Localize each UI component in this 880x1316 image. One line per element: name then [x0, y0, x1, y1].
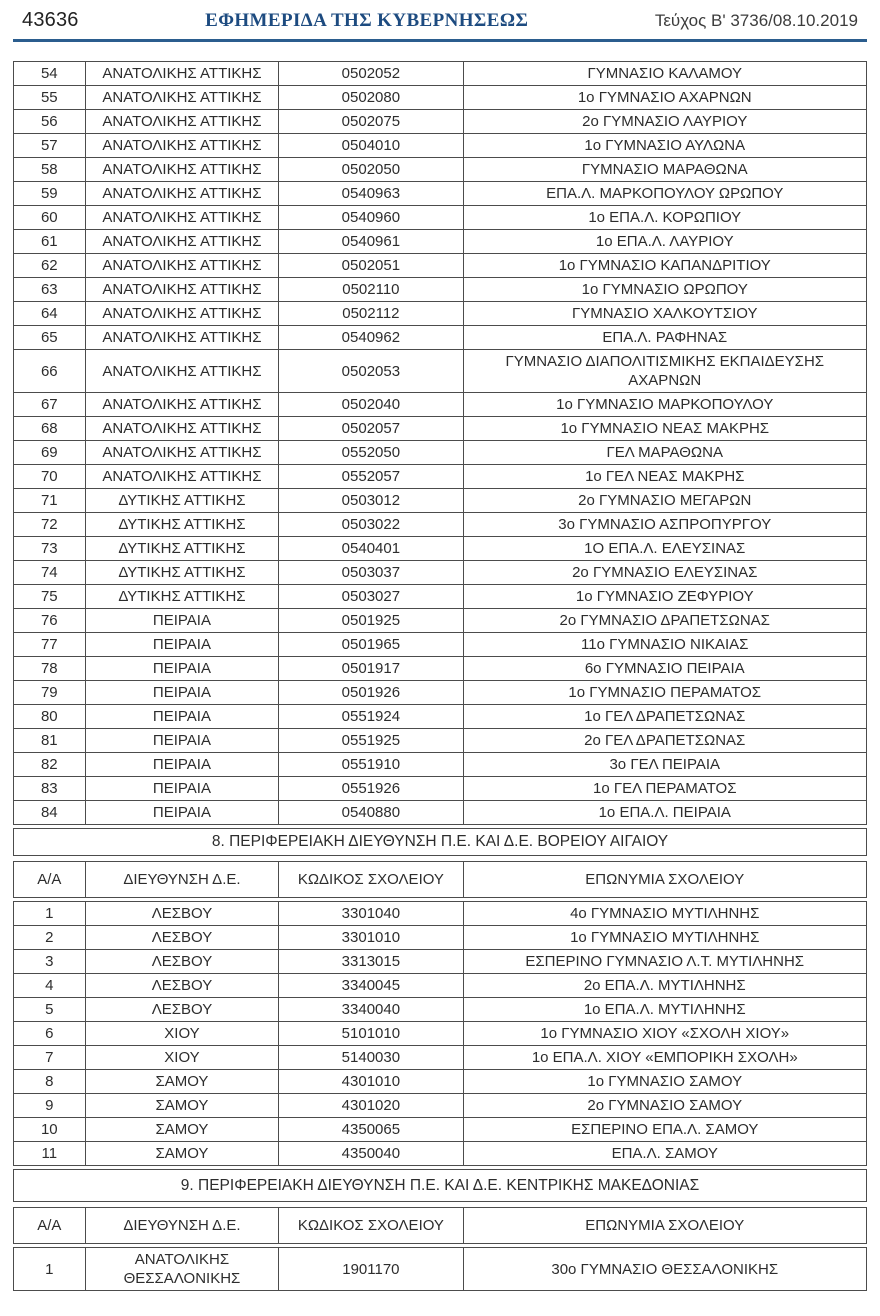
table-cell: 1ο ΕΠΑ.Λ. ΠΕΙΡΑΙΑ [463, 801, 867, 825]
table-cell: 2ο ΓΥΜΝΑΣΙΟ ΣΑΜΟΥ [463, 1094, 867, 1118]
table-cell: ΑΝΑΤΟΛΙΚΗΣ ΑΤΤΙΚΗΣ [85, 134, 279, 158]
page-number: 43636 [22, 9, 79, 31]
table-row [14, 1070, 867, 1094]
table-cell: ΧΙΟΥ [85, 1046, 279, 1070]
table-row [14, 182, 867, 206]
table-cell: 1901170 [279, 1248, 463, 1291]
table-cell: 0501925 [279, 609, 463, 633]
table-cell: ΠΕΙΡΑΙΑ [85, 609, 279, 633]
table-cell: 0501965 [279, 633, 463, 657]
column-header: ΕΠΩΝΥΜΙΑ ΣΧΟΛΕΙΟΥ [463, 862, 867, 898]
table-row [14, 801, 867, 825]
column-header: ΔΙΕΥΘΥΝΣΗ Δ.Ε. [85, 1208, 279, 1244]
table-cell: ΓΥΜΝΑΣΙΟ ΔΙΑΠΟΛΙΤΙΣΜΙΚΗΣ ΕΚΠΑΙΔΕΥΣΗΣ ΑΧΑΡΝΩΝ [463, 350, 867, 393]
table-row [14, 1248, 867, 1291]
table-cell: 0540962 [279, 326, 463, 350]
table-cell: 1 [14, 902, 86, 926]
table-cell: ΕΠΑ.Λ. ΣΑΜΟΥ [463, 1142, 867, 1166]
table-cell: 81 [14, 729, 86, 753]
table-cell: 0540963 [279, 182, 463, 206]
table-cell: 0552057 [279, 465, 463, 489]
table-row [14, 254, 867, 278]
table-cell: 78 [14, 657, 86, 681]
table-row [14, 1142, 867, 1166]
table-cell: 1ο ΕΠΑ.Λ. ΚΟΡΩΠΙΟΥ [463, 206, 867, 230]
table-cell: ΛΕΣΒΟΥ [85, 902, 279, 926]
table-cell: ΓΕΛ ΜΑΡΑΘΩΝΑ [463, 441, 867, 465]
table-cell: ΑΝΑΤΟΛΙΚΗΣ ΑΤΤΙΚΗΣ [85, 110, 279, 134]
table-cell: 1 [14, 1248, 86, 1291]
table-row [14, 110, 867, 134]
table-cell: 74 [14, 561, 86, 585]
table-cell: ΛΕΣΒΟΥ [85, 926, 279, 950]
table-row [14, 1118, 867, 1142]
table-cell: 1ο ΓΥΜΝΑΣΙΟ ΜΑΡΚΟΠΟΥΛΟΥ [463, 393, 867, 417]
table-row [14, 134, 867, 158]
table-cell: ΑΝΑΤΟΛΙΚΗΣ ΑΤΤΙΚΗΣ [85, 393, 279, 417]
table-row [14, 441, 867, 465]
table-cell: 56 [14, 110, 86, 134]
table-row [14, 393, 867, 417]
table-cell: ΠΕΙΡΑΙΑ [85, 753, 279, 777]
header-divider [13, 39, 867, 42]
table-cell: 61 [14, 230, 86, 254]
table-row [14, 465, 867, 489]
table-cell: ΠΕΙΡΑΙΑ [85, 705, 279, 729]
table-cell: 0503012 [279, 489, 463, 513]
table-cell: 1ο ΓΥΜΝΑΣΙΟ ΚΑΠΑΝΔΡΙΤΙΟΥ [463, 254, 867, 278]
table-cell: 1ο ΕΠΑ.Λ. ΛΑΥΡΙΟΥ [463, 230, 867, 254]
table-cell: 5101010 [279, 1022, 463, 1046]
table-row [14, 950, 867, 974]
table-cell: ΓΥΜΝΑΣΙΟ ΜΑΡΑΘΩΝΑ [463, 158, 867, 182]
table-cell: ΣΑΜΟΥ [85, 1070, 279, 1094]
masthead-title: ΕΦΗΜΕΡΙΔΑ ΤΗΣ ΚΥΒΕΡΝΗΣΕΩΣ [205, 10, 529, 31]
table-cell: ΑΝΑΤΟΛΙΚΗΣ ΑΤΤΙΚΗΣ [85, 254, 279, 278]
table-cell: ΑΝΑΤΟΛΙΚΗΣ ΑΤΤΙΚΗΣ [85, 465, 279, 489]
table-row [14, 326, 867, 350]
table-cell: 0501917 [279, 657, 463, 681]
table-cell: 58 [14, 158, 86, 182]
table-cell: 1ο ΓΥΜΝΑΣΙΟ ΧΙΟΥ «ΣΧΟΛΗ ΧΙΟΥ» [463, 1022, 867, 1046]
table-cell: ΠΕΙΡΑΙΑ [85, 633, 279, 657]
table-cell: 6ο ΓΥΜΝΑΣΙΟ ΠΕΙΡΑΙΑ [463, 657, 867, 681]
table-cell: ΠΕΙΡΑΙΑ [85, 729, 279, 753]
table-cell: 0551925 [279, 729, 463, 753]
table-cell: 0502052 [279, 62, 463, 86]
table-cell: 0502040 [279, 393, 463, 417]
table-cell: 71 [14, 489, 86, 513]
table-cell: ΑΝΑΤΟΛΙΚΗΣ ΑΤΤΙΚΗΣ [85, 417, 279, 441]
table-cell: 59 [14, 182, 86, 206]
table-cell: 77 [14, 633, 86, 657]
table-cell: ΓΥΜΝΑΣΙΟ ΚΑΛΑΜΟΥ [463, 62, 867, 86]
table-cell: ΕΣΠΕΡΙΝΟ ΓΥΜΝΑΣΙΟ Λ.Τ. ΜΥΤΙΛΗΝΗΣ [463, 950, 867, 974]
table-row [14, 62, 867, 86]
table-cell: 0502051 [279, 254, 463, 278]
table-cell: 3 [14, 950, 86, 974]
table-row [14, 657, 867, 681]
table-row [14, 1046, 867, 1070]
table-cell: 62 [14, 254, 86, 278]
table-cell: 3301010 [279, 926, 463, 950]
table-cell: 7 [14, 1046, 86, 1070]
table-body [14, 902, 867, 1166]
table-row [14, 206, 867, 230]
table-cell: 0540401 [279, 537, 463, 561]
table-cell: 0552050 [279, 441, 463, 465]
table-cell: ΣΑΜΟΥ [85, 1142, 279, 1166]
table-row [14, 561, 867, 585]
table-cell: ΛΕΣΒΟΥ [85, 998, 279, 1022]
table-cell: 2ο ΓΥΜΝΑΣΙΟ ΕΛΕΥΣΙΝΑΣ [463, 561, 867, 585]
table-cell: 3340040 [279, 998, 463, 1022]
table-cell: 72 [14, 513, 86, 537]
table-body [14, 62, 867, 825]
table-cell: 66 [14, 350, 86, 393]
table-cell: ΑΝΑΤΟΛΙΚΗΣ ΘΕΣΣΑΛΟΝΙΚΗΣ [85, 1248, 279, 1291]
table-cell: ΛΕΣΒΟΥ [85, 974, 279, 998]
table-cell: ΓΥΜΝΑΣΙΟ ΧΑΛΚΟΥΤΣΙΟΥ [463, 302, 867, 326]
table-cell: 1ο ΓΕΛ ΔΡΑΠΕΤΣΩΝΑΣ [463, 705, 867, 729]
table-row [14, 1022, 867, 1046]
table-row [14, 537, 867, 561]
table-cell: ΑΝΑΤΟΛΙΚΗΣ ΑΤΤΙΚΗΣ [85, 350, 279, 393]
table-row [14, 609, 867, 633]
table-body [14, 1248, 867, 1291]
table-cell: 54 [14, 62, 86, 86]
column-header: ΚΩΔΙΚΟΣ ΣΧΟΛΕΙΟΥ [279, 1208, 463, 1244]
issue-label: Τεύχος Β' 3736/08.10.2019 [654, 11, 858, 30]
table-row [14, 585, 867, 609]
table-row [14, 86, 867, 110]
table-cell: 68 [14, 417, 86, 441]
table-cell: 0502050 [279, 158, 463, 182]
table-cell: 0504010 [279, 134, 463, 158]
table-row [14, 417, 867, 441]
table-cell: 67 [14, 393, 86, 417]
table-cell: ΑΝΑΤΟΛΙΚΗΣ ΑΤΤΙΚΗΣ [85, 326, 279, 350]
table-cell: ΔΥΤΙΚΗΣ ΑΤΤΙΚΗΣ [85, 513, 279, 537]
table-cell: 0551910 [279, 753, 463, 777]
table-cell: 1ο ΓΥΜΝΑΣΙΟ ΣΑΜΟΥ [463, 1070, 867, 1094]
table-cell: 1ο ΕΠΑ.Λ. ΜΥΤΙΛΗΝΗΣ [463, 998, 867, 1022]
table-cell: ΕΠΑ.Λ. ΜΑΡΚΟΠΟΥΛΟΥ ΩΡΩΠΟΥ [463, 182, 867, 206]
table-cell: 0501926 [279, 681, 463, 705]
table-cell: 3ο ΓΥΜΝΑΣΙΟ ΑΣΠΡΟΠΥΡΓΟΥ [463, 513, 867, 537]
table-cell: 63 [14, 278, 86, 302]
table-row [14, 633, 867, 657]
schools-table-attica-piraeus [13, 61, 867, 825]
table-cell: 4350040 [279, 1142, 463, 1166]
column-header: Α/Α [14, 1208, 86, 1244]
table-cell: ΔΥΤΙΚΗΣ ΑΤΤΙΚΗΣ [85, 585, 279, 609]
table-cell: 0540960 [279, 206, 463, 230]
table-cell: ΑΝΑΤΟΛΙΚΗΣ ΑΤΤΙΚΗΣ [85, 230, 279, 254]
table-cell: 1ο ΕΠΑ.Λ. ΧΙΟΥ «ΕΜΠΟΡΙΚΗ ΣΧΟΛΗ» [463, 1046, 867, 1070]
table-row [14, 158, 867, 182]
table-cell: 2ο ΓΥΜΝΑΣΙΟ ΛΑΥΡΙΟΥ [463, 110, 867, 134]
table-cell: 0503037 [279, 561, 463, 585]
table-cell: ΠΕΙΡΑΙΑ [85, 777, 279, 801]
table-cell: 0502112 [279, 302, 463, 326]
table-cell: 3313015 [279, 950, 463, 974]
table-cell: 1ο ΓΕΛ ΝΕΑΣ ΜΑΚΡΗΣ [463, 465, 867, 489]
table-cell: ΧΙΟΥ [85, 1022, 279, 1046]
table-cell: 11ο ΓΥΜΝΑΣΙΟ ΝΙΚΑΙΑΣ [463, 633, 867, 657]
table-row [14, 489, 867, 513]
table-cell: 82 [14, 753, 86, 777]
table-cell: 1ο ΓΥΜΝΑΣΙΟ ΩΡΩΠΟΥ [463, 278, 867, 302]
column-header-table-central-macedonia [13, 1207, 867, 1244]
table-cell: 0503027 [279, 585, 463, 609]
header-row [14, 862, 867, 898]
table-cell: 4350065 [279, 1118, 463, 1142]
table-cell: 2ο ΕΠΑ.Λ. ΜΥΤΙΛΗΝΗΣ [463, 974, 867, 998]
table-cell: 75 [14, 585, 86, 609]
table-cell: ΕΠΑ.Λ. ΡΑΦΗΝΑΣ [463, 326, 867, 350]
table-cell: ΑΝΑΤΟΛΙΚΗΣ ΑΤΤΙΚΗΣ [85, 278, 279, 302]
table-cell: 60 [14, 206, 86, 230]
table-cell: 0540880 [279, 801, 463, 825]
page-header [13, 0, 867, 32]
table-cell: 0502053 [279, 350, 463, 393]
table-cell: 0551926 [279, 777, 463, 801]
table-cell: 1Ο ΕΠΑ.Λ. ΕΛΕΥΣΙΝΑΣ [463, 537, 867, 561]
table-cell: 0503022 [279, 513, 463, 537]
table-cell: 5140030 [279, 1046, 463, 1070]
table-cell: 65 [14, 326, 86, 350]
table-row [14, 753, 867, 777]
table-cell: 3ο ΓΕΛ ΠΕΙΡΑΙΑ [463, 753, 867, 777]
table-row [14, 302, 867, 326]
table-cell: 70 [14, 465, 86, 489]
schools-table-central-macedonia [13, 1247, 867, 1291]
table-cell: 2ο ΓΥΜΝΑΣΙΟ ΜΕΓΑΡΩΝ [463, 489, 867, 513]
table-cell: ΕΣΠΕΡΙΝΟ ΕΠΑ.Λ. ΣΑΜΟΥ [463, 1118, 867, 1142]
schools-table-north-aegean [13, 901, 867, 1166]
table-cell: ΑΝΑΤΟΛΙΚΗΣ ΑΤΤΙΚΗΣ [85, 206, 279, 230]
table-cell: 4301010 [279, 1070, 463, 1094]
table-row [14, 1094, 867, 1118]
table-row [14, 681, 867, 705]
table-cell: 1ο ΓΥΜΝΑΣΙΟ ΝΕΑΣ ΜΑΚΡΗΣ [463, 417, 867, 441]
header-row [14, 1208, 867, 1244]
table-row [14, 777, 867, 801]
table-cell: 1ο ΓΥΜΝΑΣΙΟ ΑΧΑΡΝΩΝ [463, 86, 867, 110]
table-row [14, 974, 867, 998]
column-header: ΕΠΩΝΥΜΙΑ ΣΧΟΛΕΙΟΥ [463, 1208, 867, 1244]
table-cell: ΔΥΤΙΚΗΣ ΑΤΤΙΚΗΣ [85, 489, 279, 513]
table-cell: 1ο ΓΥΜΝΑΣΙΟ ΖΕΦΥΡΙΟΥ [463, 585, 867, 609]
table-cell: 84 [14, 801, 86, 825]
table-row [14, 230, 867, 254]
table-cell: 2ο ΓΥΜΝΑΣΙΟ ΔΡΑΠΕΤΣΩΝΑΣ [463, 609, 867, 633]
table-cell: ΣΑΜΟΥ [85, 1094, 279, 1118]
table-cell: 79 [14, 681, 86, 705]
table-row [14, 998, 867, 1022]
table-cell: 1ο ΓΥΜΝΑΣΙΟ ΜΥΤΙΛΗΝΗΣ [463, 926, 867, 950]
table-cell: 1ο ΓΕΛ ΠΕΡΑΜΑΤΟΣ [463, 777, 867, 801]
table-cell: 2ο ΓΕΛ ΔΡΑΠΕΤΣΩΝΑΣ [463, 729, 867, 753]
table-row [14, 926, 867, 950]
table-cell: 10 [14, 1118, 86, 1142]
table-cell: 2 [14, 926, 86, 950]
table-cell: 1ο ΓΥΜΝΑΣΙΟ ΠΕΡΑΜΑΤΟΣ [463, 681, 867, 705]
table-cell: 83 [14, 777, 86, 801]
table-cell: ΣΑΜΟΥ [85, 1118, 279, 1142]
table-cell: ΑΝΑΤΟΛΙΚΗΣ ΑΤΤΙΚΗΣ [85, 158, 279, 182]
table-cell: 0540961 [279, 230, 463, 254]
table-cell: 5 [14, 998, 86, 1022]
table-cell: 0502075 [279, 110, 463, 134]
table-cell: ΠΕΙΡΑΙΑ [85, 681, 279, 705]
table-cell: ΔΥΤΙΚΗΣ ΑΤΤΙΚΗΣ [85, 537, 279, 561]
table-cell: 4 [14, 974, 86, 998]
table-cell: 55 [14, 86, 86, 110]
table-cell: ΠΕΙΡΑΙΑ [85, 801, 279, 825]
table-cell: ΑΝΑΤΟΛΙΚΗΣ ΑΤΤΙΚΗΣ [85, 86, 279, 110]
table-cell: 4301020 [279, 1094, 463, 1118]
table-row [14, 278, 867, 302]
table-cell: 3301040 [279, 902, 463, 926]
table-cell: 64 [14, 302, 86, 326]
table-cell: ΛΕΣΒΟΥ [85, 950, 279, 974]
table-cell: 69 [14, 441, 86, 465]
table-row [14, 513, 867, 537]
table-cell: 0551924 [279, 705, 463, 729]
table-row [14, 705, 867, 729]
table-cell: 0502110 [279, 278, 463, 302]
table-row [14, 902, 867, 926]
column-header: ΚΩΔΙΚΟΣ ΣΧΟΛΕΙΟΥ [279, 862, 463, 898]
section-title-central-macedonia: 9. ΠΕΡΙΦΕΡΕΙΑΚΗ ΔΙΕΥΘΥΝΣΗ Π.Ε. ΚΑΙ Δ.Ε. ΚΕΝΤΡΙΚΗΣ ΜΑΚΕΔΟΝΙΑΣ [13, 1169, 867, 1202]
table-cell: 73 [14, 537, 86, 561]
table-cell: 9 [14, 1094, 86, 1118]
table-cell: ΠΕΙΡΑΙΑ [85, 657, 279, 681]
table-row [14, 729, 867, 753]
table-cell: 80 [14, 705, 86, 729]
table-cell: 3340045 [279, 974, 463, 998]
table-cell: ΑΝΑΤΟΛΙΚΗΣ ΑΤΤΙΚΗΣ [85, 62, 279, 86]
table-cell: ΑΝΑΤΟΛΙΚΗΣ ΑΤΤΙΚΗΣ [85, 441, 279, 465]
column-header: Α/Α [14, 862, 86, 898]
table-cell: 1ο ΓΥΜΝΑΣΙΟ ΑΥΛΩΝΑ [463, 134, 867, 158]
table-cell: 30ο ΓΥΜΝΑΣΙΟ ΘΕΣΣΑΛΟΝΙΚΗΣ [463, 1248, 867, 1291]
table-cell: 76 [14, 609, 86, 633]
table-cell: 8 [14, 1070, 86, 1094]
section-title-north-aegean: 8. ΠΕΡΙΦΕΡΕΙΑΚΗ ΔΙΕΥΘΥΝΣΗ Π.Ε. ΚΑΙ Δ.Ε. ΒΟΡΕΙΟΥ ΑΙΓΑΙΟΥ [13, 828, 867, 856]
column-header-table-north-aegean [13, 861, 867, 898]
table-cell: 6 [14, 1022, 86, 1046]
table-row [14, 350, 867, 393]
column-header: ΔΙΕΥΘΥΝΣΗ Δ.Ε. [85, 862, 279, 898]
table-cell: 4ο ΓΥΜΝΑΣΙΟ ΜΥΤΙΛΗΝΗΣ [463, 902, 867, 926]
table-cell: 57 [14, 134, 86, 158]
table-cell: ΑΝΑΤΟΛΙΚΗΣ ΑΤΤΙΚΗΣ [85, 182, 279, 206]
table-cell: ΑΝΑΤΟΛΙΚΗΣ ΑΤΤΙΚΗΣ [85, 302, 279, 326]
table-cell: 11 [14, 1142, 86, 1166]
table-cell: ΔΥΤΙΚΗΣ ΑΤΤΙΚΗΣ [85, 561, 279, 585]
table-cell: 0502080 [279, 86, 463, 110]
table-cell: 0502057 [279, 417, 463, 441]
